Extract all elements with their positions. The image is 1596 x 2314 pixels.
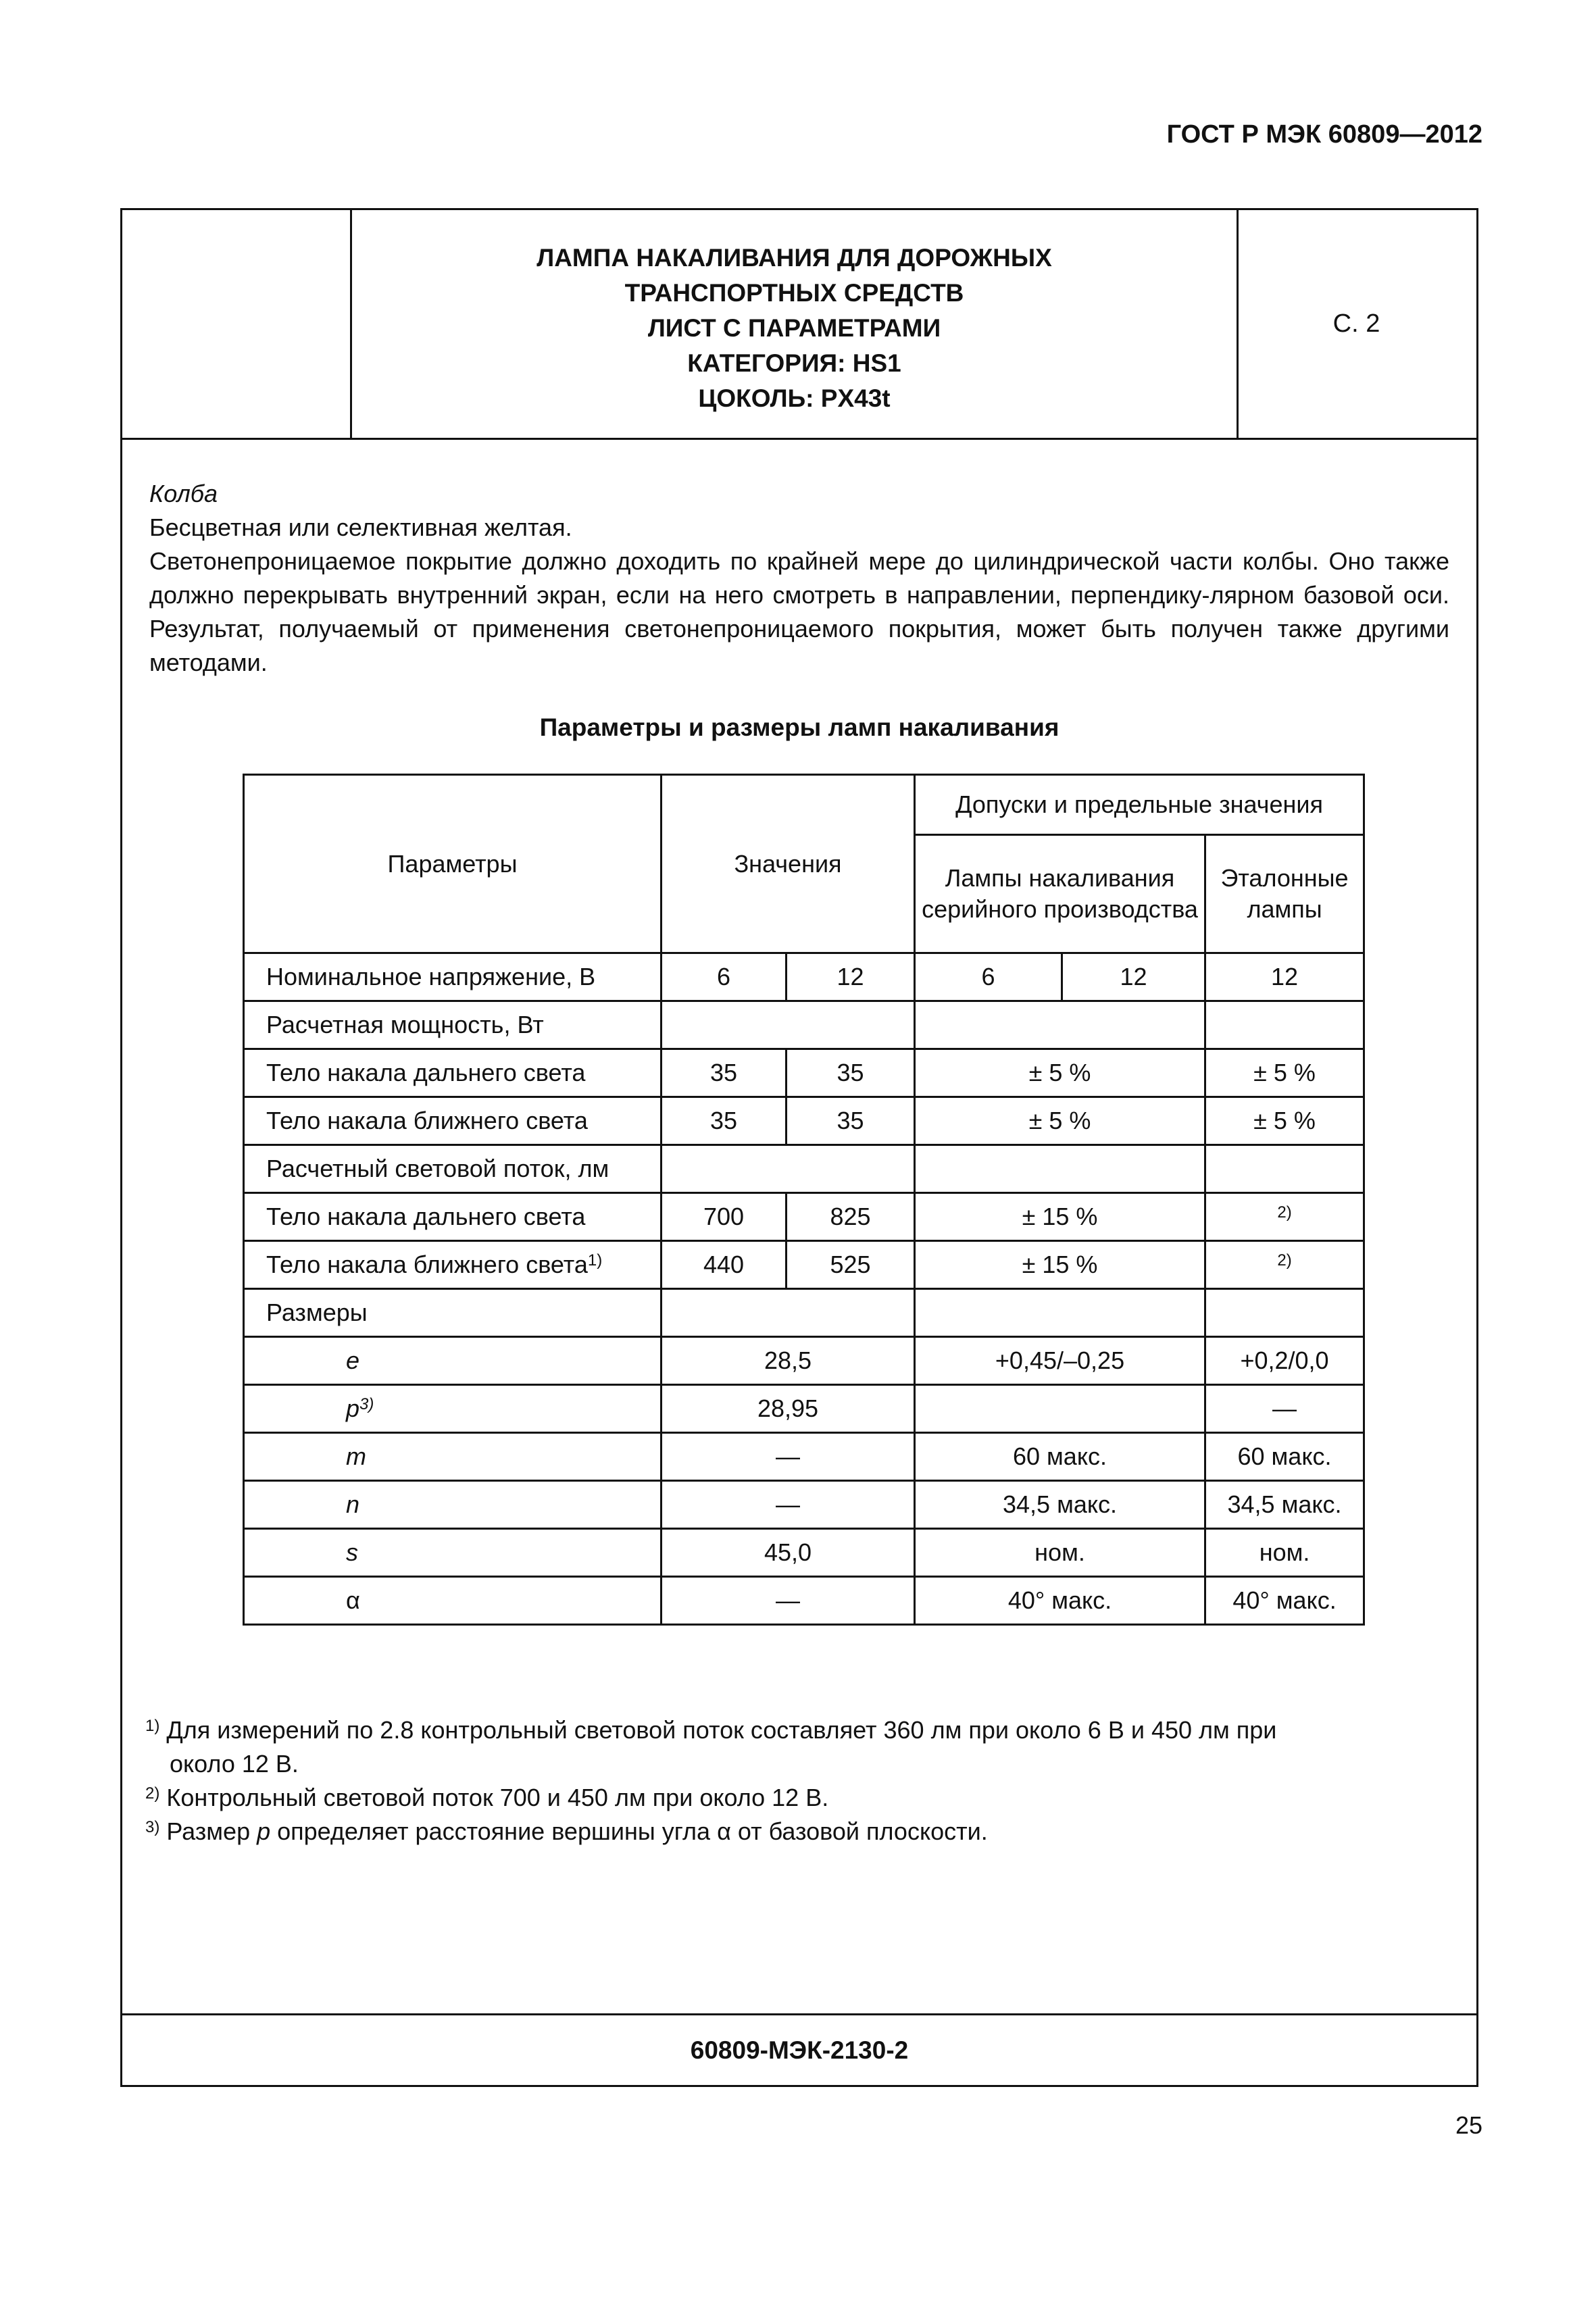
- standard-code: ГОСТ Р МЭК 60809—2012: [1166, 120, 1482, 149]
- table-row: e 28,5 +0,45/–0,25 +0,2/0,0: [244, 1337, 1364, 1385]
- header-values: Значения: [662, 775, 915, 953]
- table-row: s 45,0 ном. ном.: [244, 1529, 1364, 1577]
- page-number: 25: [1455, 2111, 1482, 2139]
- footnote-ref: 2): [1277, 1203, 1292, 1222]
- table-row: m — 60 макс. 60 макс.: [244, 1433, 1364, 1481]
- title-line: ЛИСТ С ПАРАМЕТРАМИ: [647, 314, 941, 342]
- footnotes: [145, 1713, 1449, 1848]
- sheet-code: 60809-МЭК-2130-2: [122, 2013, 1476, 2085]
- parameters-table: [243, 774, 1365, 1626]
- title-block-left-cell: [122, 210, 352, 438]
- table-row: Тело накала ближнего света$^{1)}$ 440 525 ± 15 % $^{2)}$: [244, 1241, 1364, 1289]
- title-block-title: [352, 241, 1237, 416]
- footnote-ref: 2): [1277, 1251, 1292, 1269]
- header-reference: Эталонные лампы: [1205, 835, 1364, 953]
- footnote-2: $^{2)}$ Контрольный световой поток 700 и 450 лм при около 12 В.: [145, 1784, 829, 1811]
- footnote-1: $^{1)}$ Для измерений по 2.8 контрольный световой поток составляет 360 лм при около 6 В и 450 лм при: [145, 1716, 1277, 1744]
- header-parameters: Параметры: [244, 775, 662, 953]
- footnote-ref: 3): [359, 1395, 374, 1413]
- bulb-heading: Колба: [149, 480, 218, 507]
- sheet-number: С. 2: [1332, 309, 1380, 338]
- title-line: ЦОКОЛЬ: PX43t: [698, 384, 891, 412]
- title-line: ЛАМПА НАКАЛИВАНИЯ ДЛЯ ДОРОЖНЫХ: [537, 244, 1052, 272]
- footnote-3: $^{3)}$ Размер p определяет расстояние вершины угла α от базовой плоскости.: [145, 1817, 988, 1845]
- table-row: Расчетная мощность, Вт: [244, 1001, 1364, 1049]
- footnote-1-continuation: около 12 В.: [170, 1750, 299, 1778]
- table-row: Тело накала дальнего света 35 35 ± 5 % ± 5 %: [244, 1049, 1364, 1097]
- table-row: Расчетный световой поток, лм: [244, 1145, 1364, 1193]
- table-row: $p^{3)}$ 28,95 —: [244, 1385, 1364, 1433]
- sheet-frame: [120, 208, 1478, 2087]
- table-row: α — 40° макс. 40° макс.: [244, 1577, 1364, 1625]
- table-row: n — 34,5 макс. 34,5 макс.: [244, 1481, 1364, 1529]
- header-tolerances: Допуски и предельные значения: [915, 775, 1364, 835]
- bulb-line: Бесцветная или селективная желтая.: [149, 513, 572, 541]
- table-row: Номинальное напряжение, В 6 12 6 12 12: [244, 953, 1364, 1001]
- title-line: ТРАНСПОРТНЫХ СРЕДСТВ: [624, 279, 964, 307]
- title-line: КАТЕГОРИЯ: HS1: [687, 349, 901, 377]
- footnote-ref: 1): [587, 1251, 603, 1269]
- title-block: [122, 210, 1476, 440]
- bulb-section: [149, 477, 1449, 680]
- table-row: Размеры: [244, 1289, 1364, 1337]
- bulb-paragraph: Светонепроницаемое покрытие должно доходить по крайней мере до цилиндрической части колбы. Оно также должно перекрывать внутренний экран, если на него смотреть в направлении, перпендику-лярном базовой оси. Результат, получаемый от применения светонепроницаемого покрытия, может быть получен также другими методами.: [149, 547, 1449, 676]
- table-title: Параметры и размеры ламп накаливания: [539, 713, 1059, 741]
- table-row: Тело накала дальнего света 700 825 ± 15 % $^{2)}$: [244, 1193, 1364, 1241]
- header-serial: Лампы накаливания серийного производства: [915, 835, 1205, 953]
- table-row: Тело накала ближнего света 35 35 ± 5 % ± 5 %: [244, 1097, 1364, 1145]
